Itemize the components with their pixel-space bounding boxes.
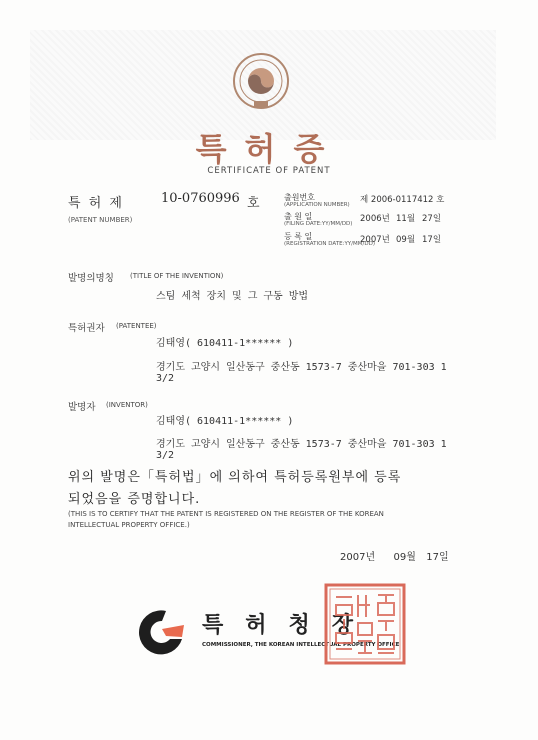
filing-date-year: 2006년 <box>360 214 390 224</box>
invention-title: 스팀 세척 장치 및 그 구동 방법 <box>156 291 309 302</box>
official-seal-icon <box>324 583 406 665</box>
filing-date-day: 27일 <box>422 214 442 224</box>
certification-text-en-cont: INTELLECTUAL PROPERTY OFFICE.) <box>68 521 190 529</box>
registration-date-label: 등 록 일 <box>284 232 313 241</box>
patentee-label: 특허권자 <box>68 323 105 334</box>
invention-title-label: 발명의명칭 <box>68 273 114 284</box>
certification-text-cont: 되었음을 증명합니다. <box>68 492 201 507</box>
patentee-address-cont: 3/2 <box>156 373 175 384</box>
application-number-label: 출원번호 <box>284 193 315 202</box>
patent-number-suffix: 호 <box>247 196 260 211</box>
application-number: 제 2006-0117412 호 <box>360 195 445 205</box>
application-number-label-en: (APPLICATION NUMBER) <box>284 202 350 208</box>
inventor-label-en: (INVENTOR) <box>106 401 148 409</box>
patent-number-label-en: (PATENT NUMBER) <box>68 216 133 224</box>
office-name: 특허청장 <box>202 613 376 638</box>
registration-date-label-en: (REGISTRATION DATE:YY/MM/DD) <box>284 241 375 247</box>
issue-date-day: 17일 <box>426 552 449 563</box>
issue-date-month: 09월 <box>393 552 416 563</box>
office-name-en: COMMISSIONER, THE KOREAN INTELLECTUAL PROPERTY OFFICE <box>202 642 400 648</box>
issue-date <box>340 548 449 563</box>
certificate-title: 특허증 <box>195 130 343 168</box>
certification-text-en: (THIS IS TO CERTIFY THAT THE PATENT IS REGISTERED ON THE REGISTER OF THE KOREAN <box>68 510 384 518</box>
inventor-address: 경기도 고양시 일산동구 중산동 1573-7 중산마을 701-303 1 <box>156 439 447 450</box>
inventor-address-cont: 3/2 <box>156 450 175 461</box>
filing-date-label: 출 원 일 <box>284 212 313 221</box>
patentee-name: 김태영( 610411-1****** ) <box>156 338 294 349</box>
filing-date-month: 11월 <box>396 214 416 224</box>
certificate-title-en: CERTIFICATE OF PATENT <box>207 166 331 176</box>
patentee-label-en: (PATENTEE) <box>116 322 157 330</box>
kipo-logo-icon <box>132 603 188 659</box>
filing-date-label-en: (FILING DATE:YY/MM/DD) <box>284 221 353 227</box>
inventor-label: 발명자 <box>68 402 96 413</box>
registration-date-month: 09월 <box>396 235 416 245</box>
issue-date-year: 2007년 <box>340 552 376 563</box>
patent-number: 10-0760996 <box>161 191 240 206</box>
government-emblem-icon <box>232 52 290 110</box>
registration-date-year: 2007년 <box>360 235 390 245</box>
patent-number-label: 특 허 제 <box>68 196 124 211</box>
registration-date-day: 17일 <box>422 235 442 245</box>
patentee-address: 경기도 고양시 일산동구 중산동 1573-7 중산마을 701-303 1 <box>156 362 447 373</box>
certification-text: 위의 발명은「특허법」에 의하여 특허등록원부에 등록 <box>68 470 402 485</box>
invention-title-label-en: (TITLE OF THE INVENTION) <box>130 272 224 280</box>
inventor-name: 김태영( 610411-1****** ) <box>156 416 294 427</box>
